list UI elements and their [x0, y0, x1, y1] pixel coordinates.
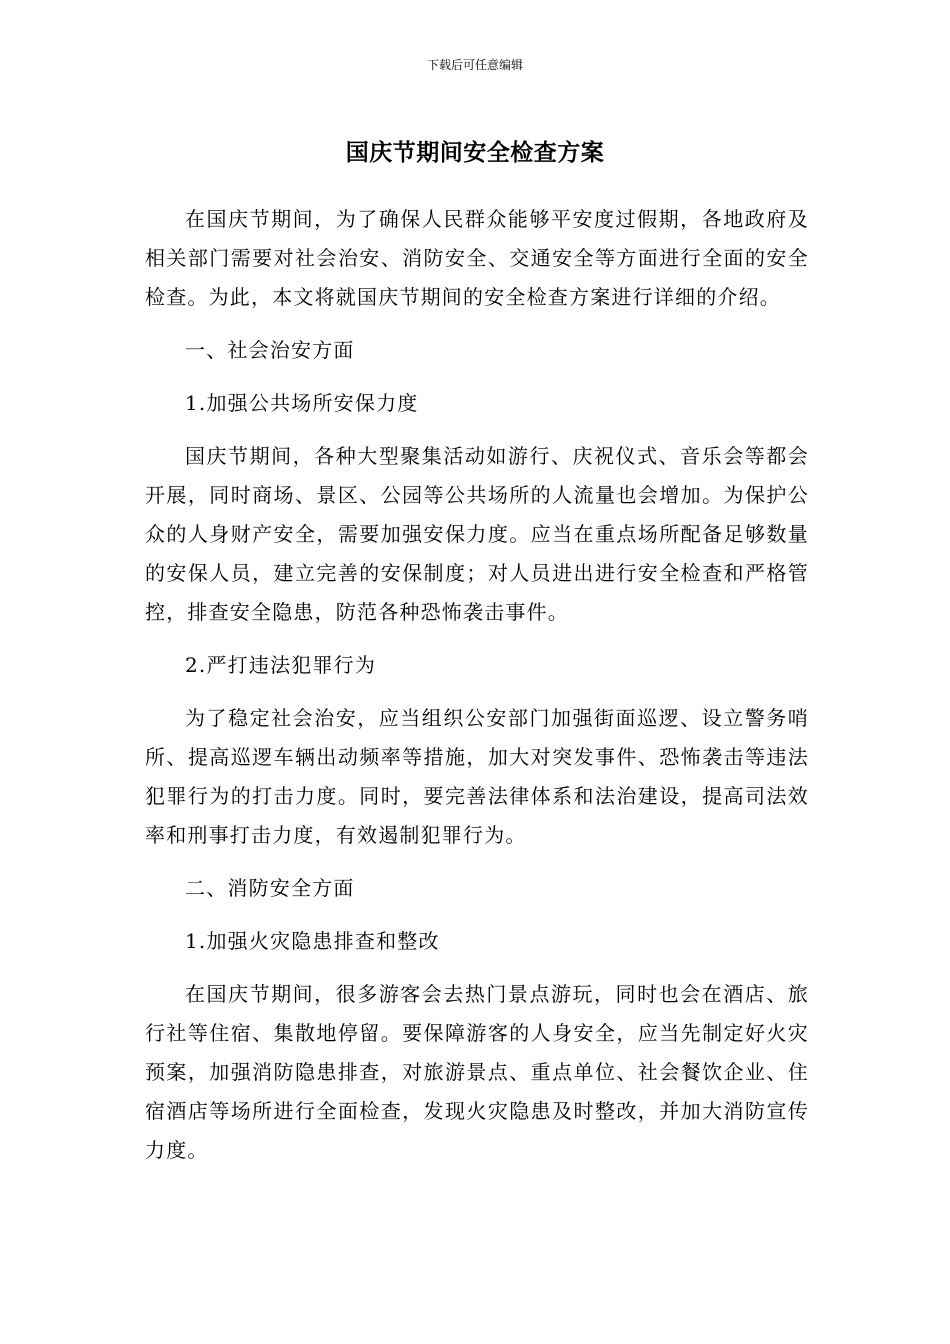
subsection-heading-fire-hazards: 1.加强火灾隐患排查和整改	[185, 929, 440, 953]
public-places-paragraph: 国庆节期间，各种大型聚集活动如游行、庆祝仪式、音乐会等都会开展，同时商场、景区、公园等公共场所的人流量也会增加。为保护公众的人身财产安全，需要加强安保力度。应当在重点场所配备足够数量的安保人员，建立完善的安保制度；对人员进出进行安全检查和严格管控，排查安全隐患，防范各种恐怖袭击事件。	[145, 444, 809, 624]
fire-hazards-paragraph: 在国庆节期间，很多游客会去热门景点游玩，同时也会在酒店、旅行社等住宿、集散地停留。要保障游客的人身安全，应当先制定好火灾预案，加强消防隐患排查，对旅游景点、重点单位、社会餐饮企业、住宿酒店等场所进行全面检查，发现火灾隐患及时整改，并加大消防宣传力度。	[145, 982, 809, 1162]
subsection-heading-crime: 2.严打违法犯罪行为	[185, 653, 377, 677]
intro-paragraph: 在国庆节期间，为了确保人民群众能够平安度过假期，各地政府及相关部门需要对社会治安、消防安全、交通安全等方面进行全面的安全检查。为此，本文将就国庆节期间的安全检查方案进行详细的介绍。	[145, 207, 809, 309]
document-title: 国庆节期间安全检查方案	[345, 140, 605, 166]
section-heading-public-security: 一、社会治安方面	[185, 338, 355, 362]
header-note: 下载后可任意编辑	[426, 58, 523, 72]
document-body	[145, 200, 809, 1184]
subsection-heading-public-places: 1.加强公共场所安保力度	[185, 391, 419, 415]
section-heading-fire-safety: 二、消防安全方面	[185, 876, 355, 900]
crime-paragraph: 为了稳定社会治安，应当组织公安部门加强街面巡逻、设立警务哨所、提高巡逻车辆出动频率等措施，加大对突发事件、恐怖袭击等违法犯罪行为的打击力度。同时，要完善法律体系和法治建设，提高司法效率和刑事打击力度，有效遏制犯罪行为。	[145, 706, 809, 847]
